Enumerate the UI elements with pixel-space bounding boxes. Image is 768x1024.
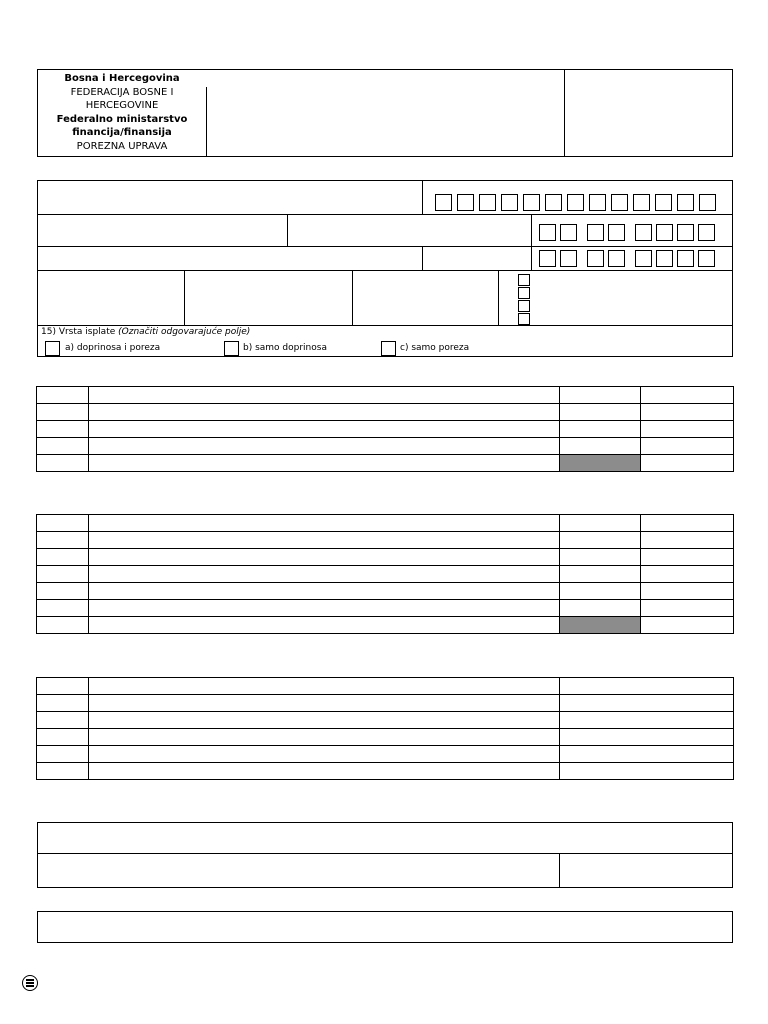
- table-cell[interactable]: [560, 421, 641, 438]
- issuer-ministry-line2: financija/finansija: [72, 127, 172, 139]
- table-cell[interactable]: [641, 532, 734, 549]
- table-cell: [89, 549, 560, 566]
- date-digit-box[interactable]: [677, 224, 694, 241]
- table-cell: [37, 549, 89, 566]
- table-row: [37, 421, 734, 438]
- small-checkbox[interactable]: [518, 313, 530, 325]
- table-row: [37, 712, 734, 729]
- date-digit-box[interactable]: [698, 224, 715, 241]
- checkbox-contributions-only[interactable]: [224, 341, 239, 356]
- issuer-tax-office: POREZNA UPRAVA: [76, 140, 168, 152]
- shaded-cell: [560, 455, 641, 472]
- issuer-country: Bosna i Hercegovina: [64, 73, 180, 84]
- id-digit-box[interactable]: [611, 194, 628, 211]
- table-cell[interactable]: [641, 438, 734, 455]
- field-code[interactable]: [423, 247, 531, 270]
- table-cell: [89, 438, 560, 455]
- table-cell: [37, 678, 89, 695]
- table-cell: [641, 515, 734, 532]
- date-digit-box[interactable]: [698, 250, 715, 267]
- official-note-box: [37, 911, 733, 943]
- table-cell: [560, 678, 734, 695]
- id-digit-box[interactable]: [699, 194, 716, 211]
- table-cell: [560, 515, 641, 532]
- shaded-cell: [560, 617, 641, 634]
- contributions-table: [36, 386, 734, 472]
- table-cell: [37, 455, 89, 472]
- id-digit-box[interactable]: [523, 194, 540, 211]
- table-cell: [89, 617, 560, 634]
- table-cell: [89, 455, 560, 472]
- declaration-top-area: [38, 823, 732, 853]
- table-cell: [37, 763, 89, 780]
- small-checkbox[interactable]: [518, 274, 530, 286]
- option-contributions-and-tax-label: a) doprinosa i poreza: [65, 343, 161, 353]
- date-digit-box[interactable]: [560, 224, 577, 241]
- field-activity[interactable]: [38, 247, 422, 270]
- table-cell[interactable]: [560, 566, 641, 583]
- table-row: [37, 549, 734, 566]
- table-cell: [89, 678, 560, 695]
- date-digit-box[interactable]: [608, 224, 625, 241]
- date-digit-box[interactable]: [608, 250, 625, 267]
- table-cell[interactable]: [560, 583, 641, 600]
- date-digit-box[interactable]: [560, 250, 577, 267]
- table-cell: [37, 617, 89, 634]
- table-cell[interactable]: [641, 455, 734, 472]
- option-contributions-only-label: b) samo doprinosa: [243, 343, 327, 353]
- header-box: [37, 69, 733, 157]
- field-cell-c[interactable]: [353, 271, 498, 325]
- table-cell: [37, 421, 89, 438]
- table-cell[interactable]: [560, 763, 734, 780]
- summary-table: [36, 677, 734, 780]
- table-cell[interactable]: [641, 404, 734, 421]
- date-digit-box[interactable]: [635, 224, 652, 241]
- table-cell[interactable]: [641, 549, 734, 566]
- id-digit-box[interactable]: [501, 194, 518, 211]
- table-cell: [89, 746, 560, 763]
- issuer-federation-line1: FEDERACIJA BOSNE I: [70, 86, 174, 98]
- option-tax-only-label: c) samo poreza: [400, 343, 470, 353]
- date-digit-box[interactable]: [656, 250, 673, 267]
- issuer-federation-line2: HERCEGOVINE: [85, 100, 159, 112]
- small-checkbox[interactable]: [518, 300, 530, 312]
- id-digit-box[interactable]: [677, 194, 694, 211]
- table-cell[interactable]: [560, 438, 641, 455]
- table-cell: [37, 566, 89, 583]
- table-cell[interactable]: [560, 712, 734, 729]
- table-cell: [37, 583, 89, 600]
- table-row: [37, 404, 734, 421]
- field-name[interactable]: [38, 181, 422, 214]
- table-row: [37, 746, 734, 763]
- table-row: [37, 678, 734, 695]
- table-row: [37, 532, 734, 549]
- table-cell: [37, 515, 89, 532]
- taxpayer-info-box: [37, 180, 733, 357]
- table-cell: [89, 583, 560, 600]
- id-digit-box[interactable]: [479, 194, 496, 211]
- table-cell: [37, 712, 89, 729]
- table-cell: [89, 712, 560, 729]
- id-digit-box[interactable]: [457, 194, 474, 211]
- table-cell: [37, 729, 89, 746]
- table-cell[interactable]: [641, 600, 734, 617]
- signature-field[interactable]: [38, 854, 559, 887]
- table-cell[interactable]: [641, 617, 734, 634]
- table-row: [37, 566, 734, 583]
- table-cell: [89, 515, 560, 532]
- date-digit-box[interactable]: [587, 250, 604, 267]
- date-digit-box[interactable]: [635, 250, 652, 267]
- table-cell: [89, 600, 560, 617]
- table-row: [37, 515, 734, 532]
- id-number-field[interactable]: [423, 181, 732, 214]
- table-cell: [641, 387, 734, 404]
- field-municipality[interactable]: [288, 215, 531, 246]
- payment-type-label: 15) Vrsta isplate (Označiti odgovarajuće polje): [41, 327, 251, 337]
- header-stamp-area: [565, 70, 732, 156]
- table-cell[interactable]: [641, 566, 734, 583]
- header-title-area: [207, 70, 564, 156]
- table-cell: [37, 746, 89, 763]
- small-checkbox[interactable]: [518, 287, 530, 299]
- table-cell: [37, 600, 89, 617]
- table-cell[interactable]: [560, 695, 734, 712]
- table-cell: [37, 404, 89, 421]
- table-cell: [89, 387, 560, 404]
- table-row: [37, 387, 734, 404]
- table-cell: [37, 532, 89, 549]
- table-cell[interactable]: [560, 404, 641, 421]
- id-digit-box[interactable]: [435, 194, 452, 211]
- table-row: [37, 695, 734, 712]
- date-field-2[interactable]: [532, 247, 732, 270]
- table-cell[interactable]: [560, 600, 641, 617]
- table-cell: [37, 387, 89, 404]
- date-signature-field[interactable]: [560, 854, 732, 887]
- table-cell[interactable]: [560, 532, 641, 549]
- form-logo-icon: [22, 975, 38, 991]
- date-digit-box[interactable]: [656, 224, 673, 241]
- table-cell: [37, 438, 89, 455]
- date-field-1[interactable]: [532, 215, 732, 246]
- checkbox-contributions-and-tax[interactable]: [45, 341, 60, 356]
- table-cell: [89, 763, 560, 780]
- date-digit-box[interactable]: [539, 250, 556, 267]
- table-cell: [89, 421, 560, 438]
- table-row: [37, 600, 734, 617]
- table-row: [37, 617, 734, 634]
- row-divider-4: [38, 325, 732, 326]
- table-cell[interactable]: [560, 729, 734, 746]
- checkbox-tax-only[interactable]: [381, 341, 396, 356]
- id-digit-box[interactable]: [589, 194, 606, 211]
- field-cell-b[interactable]: [185, 271, 352, 325]
- table-row: [37, 438, 734, 455]
- table-cell[interactable]: [641, 583, 734, 600]
- date-digit-box[interactable]: [677, 250, 694, 267]
- small-checkbox-group: [499, 271, 732, 325]
- id-digit-box[interactable]: [567, 194, 584, 211]
- table-row: [37, 729, 734, 746]
- table-cell: [89, 404, 560, 421]
- table-row: [37, 455, 734, 472]
- date-digit-box[interactable]: [539, 224, 556, 241]
- table-cell[interactable]: [641, 421, 734, 438]
- table-cell: [89, 566, 560, 583]
- table-cell: [89, 729, 560, 746]
- issuer-block: [38, 72, 206, 154]
- declaration-box: [37, 822, 733, 888]
- table-cell[interactable]: [560, 746, 734, 763]
- field-cell-a[interactable]: [38, 271, 184, 325]
- table-row: [37, 583, 734, 600]
- date-digit-box[interactable]: [587, 224, 604, 241]
- issuer-ministry-line1: Federalno ministarstvo: [56, 113, 188, 125]
- table-row: [37, 763, 734, 780]
- id-digit-box[interactable]: [545, 194, 562, 211]
- field-address[interactable]: [38, 215, 287, 246]
- table-cell: [37, 695, 89, 712]
- id-digit-box[interactable]: [633, 194, 650, 211]
- table-cell: [560, 387, 641, 404]
- table-cell[interactable]: [560, 549, 641, 566]
- table-cell: [89, 532, 560, 549]
- id-digit-box[interactable]: [655, 194, 672, 211]
- table-cell: [89, 695, 560, 712]
- tax-table: [36, 514, 734, 634]
